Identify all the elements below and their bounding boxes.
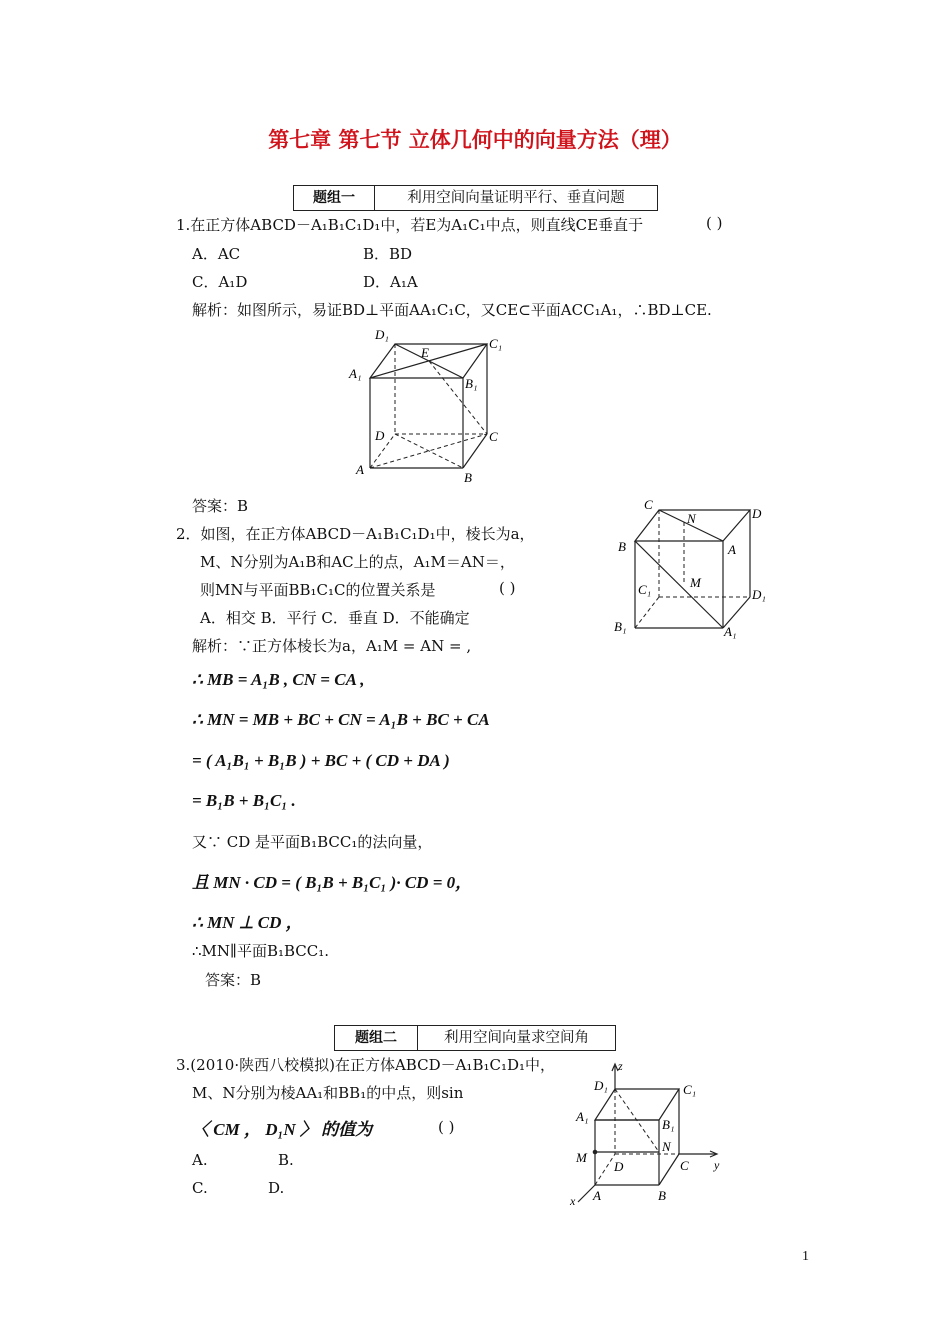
q2-fig-label-d1: D₁ <box>752 587 766 602</box>
q2-answer: 答案：B <box>205 971 262 989</box>
q3-paren: ( ) <box>438 1118 455 1136</box>
q3-line-2: M、N分别为棱AA₁和BB₁的中点，则sin <box>192 1084 464 1102</box>
q3-option-b: B. <box>278 1151 294 1169</box>
q2-cube-figure <box>610 496 770 644</box>
q3-fig-label-c: C <box>680 1158 689 1173</box>
q3-fig-label-a: A <box>593 1188 601 1203</box>
q2-fig-label-b: B <box>618 539 626 554</box>
q3-point-m <box>593 1150 598 1155</box>
page-title: 第七章 第七节 立体几何中的向量方法（理） <box>268 128 682 152</box>
q1-analysis: 解析：如图所示，易证BD⊥平面AA₁C₁C，又CE⊂平面ACC₁A₁，∴BD⊥CE. <box>192 301 712 319</box>
q3-fig-label-a1: A₁ <box>576 1109 589 1124</box>
q2-fig-label-a: A <box>728 542 736 557</box>
q2-line-3: 则MN与平面BB₁C₁C的位置关系是 <box>200 581 436 599</box>
q1-option-c: C．A₁D <box>192 273 248 291</box>
q1-fig-label-a1: A₁ <box>349 366 362 381</box>
q1-option-b: B．BD <box>363 245 413 263</box>
q2-equation-1: ∴ MB = A₁B , CN = CA , <box>192 670 365 689</box>
q2-equation-7: ∴ MN ⊥ CD ， <box>192 913 303 932</box>
q3-fig-label-c1: C₁ <box>683 1082 697 1097</box>
q3-fig-label-y: y <box>714 1158 720 1172</box>
q2-equation-4: = B₁B + B₁C₁ . <box>192 791 296 810</box>
q3-fig-label-m: M <box>576 1150 587 1165</box>
q1-paren: ( ) <box>706 214 723 232</box>
q3-fig-label-x: x <box>570 1194 576 1208</box>
q2-paren: ( ) <box>499 579 516 597</box>
q3-fig-label-b: B <box>658 1188 666 1203</box>
q1-answer: 答案：B <box>192 497 249 515</box>
q3-cube-figure <box>568 1060 738 1210</box>
q2-fig-label-b1: B₁ <box>614 619 627 634</box>
q3-fig-label-d1: D₁ <box>594 1078 608 1093</box>
q2-line-2: M、N分别为A₁B和AC上的点，A₁M＝AN＝， <box>200 553 515 571</box>
q3-stem: 3.(2010·陕西八校模拟)在正方体ABCD－A₁B₁C₁D₁中， <box>176 1056 556 1074</box>
q1-fig-label-e: E <box>421 345 429 360</box>
q2-equation-5: 又∵ CD 是平面B₁BCC₁的法向量， <box>192 833 433 851</box>
q2-equation-2: ∴ MN = MB + BC + CN = A₁B + BC + CA <box>192 710 490 729</box>
group-2-name: 利用空间向量求空间角 <box>444 1030 589 1046</box>
q1-fig-label-c1: C₁ <box>489 336 503 351</box>
page-number: 1 <box>802 1249 809 1264</box>
q3-option-c: C. <box>192 1179 208 1197</box>
q2-fig-label-a1: A₁ <box>724 624 737 639</box>
q1-option-a: A．AC <box>192 245 241 263</box>
group-1-label: 题组一 <box>294 186 375 210</box>
q2-line-1: 2．如图，在正方体ABCD－A₁B₁C₁D₁中，棱长为a， <box>176 525 535 543</box>
q2-fig-label-m: M <box>690 575 701 590</box>
q3-fig-label-n: N <box>662 1139 671 1154</box>
q3-option-a: A. <box>192 1151 208 1169</box>
q3-fig-label-d: D <box>614 1159 624 1174</box>
q2-fig-label-n: N <box>687 511 696 526</box>
q2-equation-6: 且 MN · CD = ( B₁B + B₁C₁ )· CD = 0， <box>192 873 473 892</box>
q2-equation-3: = ( A₁B₁ + B₁B ) + BC + ( CD + DA ) <box>192 751 450 770</box>
q2-equation-8: ∴MN∥平面B₁BCC₁. <box>192 942 330 960</box>
group-2-header <box>334 1025 616 1051</box>
q1-fig-label-b: B <box>464 470 472 485</box>
q3-line-3: 〈 CM ， D₁N 〉 的值为 <box>192 1120 373 1139</box>
q1-option-d: D．A₁A <box>363 273 418 291</box>
q1-fig-label-d: D <box>375 428 385 443</box>
q3-option-d: D. <box>268 1179 285 1197</box>
group-1-header <box>293 185 658 211</box>
q1-fig-label-d1: D₁ <box>375 327 389 342</box>
q2-analysis: 解析：∵正方体棱长为a，A₁M = AN = , <box>192 637 472 655</box>
q1-fig-label-c: C <box>489 429 498 444</box>
group-2-label: 题组二 <box>335 1026 418 1050</box>
q2-fig-label-d: D <box>752 506 762 521</box>
q2-fig-label-c1: C₁ <box>638 582 652 597</box>
q3-fig-label-z: z <box>618 1060 623 1073</box>
q2-fig-label-c: C <box>644 497 653 512</box>
group-1-name: 利用空间向量证明平行、垂直问题 <box>407 190 625 206</box>
q3-fig-label-b1: B₁ <box>662 1117 675 1132</box>
q1-fig-label-a: A <box>356 462 364 477</box>
q1-cube-figure <box>345 322 515 487</box>
q1-fig-label-b1: B₁ <box>465 376 478 391</box>
q1-stem: 1.在正方体ABCD－A₁B₁C₁D₁中，若E为A₁C₁中点，则直线CE垂直于 <box>176 216 644 234</box>
q2-options: A．相交 B．平行 C．垂直 D．不能确定 <box>200 609 470 627</box>
